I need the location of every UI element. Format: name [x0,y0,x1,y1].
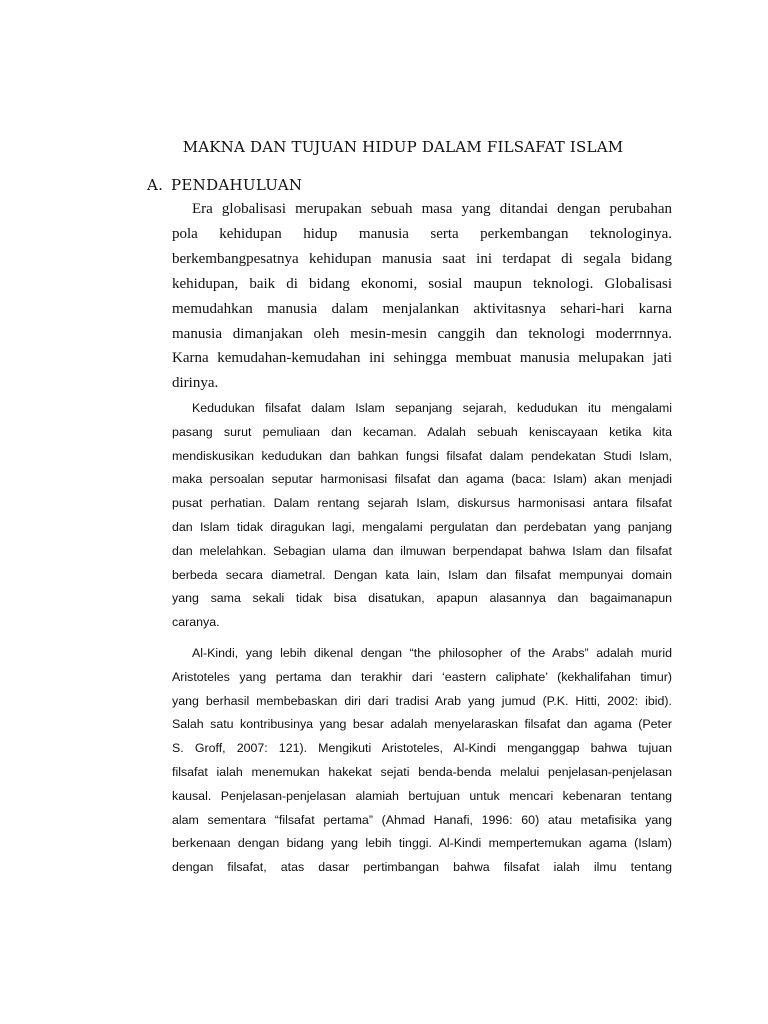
paragraph-line: manusia dimanjakan oleh mesin-mesin canggih dan teknologi moderrnnya. [172,325,672,342]
paragraph-line: S. Groff, 2007: 121). Mengikuti Aristoteles, Al-Kindi menganggap bahwa tujuan [172,741,672,756]
paragraph-line: berkembangpesatnya kehidupan manusia saat ini terdapat di segala bidang [172,250,672,267]
paragraph-line: pola kehidupan hidup manusia serta perkembangan teknologinya. [172,225,672,242]
paragraph-2 [172,397,672,635]
paragraph-line: kausal. Penjelasan-penjelasan alamiah bertujuan untuk mencari kebenaran tentang [172,788,672,803]
paragraph-line: dan Islam tidak diragukan lagi, mengalami pergulatan dan perdebatan yang panjang [172,519,672,534]
paragraph-line: memudahkan manusia dalam menjalankan aktivitasnya sehari-hari karna [172,300,672,317]
paragraph-line: pusat perhatian. Dalam rentang sejarah Islam, diskursus harmonisasi antara filsafat [172,496,672,511]
paragraph-line: yang sama sekali tidak bisa disatukan, apapun alasannya dan bagaimanapun [172,591,672,606]
paragraph-line: dengan filsafat, atas dasar pertimbangan bahwa filsafat ialah ilmu tentang [172,860,672,875]
paragraph-line: Era globalisasi merupakan sebuah masa yang ditandai dengan perubahan [192,201,672,217]
paragraph-line: maka persoalan seputar harmonisasi filsafat dan agama (baca: Islam) akan menjadi [172,472,672,487]
paragraph-3 [172,642,672,880]
section-heading-text: PENDAHULUAN [171,176,303,194]
paragraph-line: caranya. [172,615,220,630]
paragraph-1 [172,197,672,396]
paragraph-line: Aristoteles yang pertama dan terakhir dari ‘eastern caliphate’ (kekhalifahan timur) [172,669,672,684]
paragraph-line: berbeda secara diametral. Dengan kata lain, Islam dan filsafat mempunyai domain [172,567,672,582]
paragraph-line: Kedudukan filsafat dalam Islam sepanjang sejarah, kedudukan itu mengalami [192,401,672,415]
paragraph-line: mendiskusikan kedudukan dan bahkan fungsi filsafat dalam pendekatan Studi Islam, [172,448,672,463]
paragraph-line: pasang surut pemuliaan dan kecaman. Adalah sebuah keniscayaan ketika kita [172,424,672,439]
document-title: MAKNA DAN TUJUAN HIDUP DALAM FILSAFAT ISLAM [182,138,624,156]
paragraph-line: berkenaan dengan bidang yang lebih tinggi. Al-Kindi mempertemukan agama (Islam) [172,836,672,851]
paragraph-line: dan melelahkan. Sebagian ulama dan ilmuwan berpendapat bahwa Islam dan filsafat [172,543,672,558]
paragraph-line: dirinya. [172,375,219,392]
paragraph-line: Al-Kindi, yang lebih dikenal dengan “the philosopher of the Arabs” adalah murid [192,646,672,660]
paragraph-line: kehidupan, baik di bidang ekonomi, sosial maupun teknologi. Globalisasi [172,275,672,292]
paragraph-line: yang berhasil membebaskan diri dari tradisi Arab yang jumud (P.K. Hitti, 2002: ibid). [172,693,672,708]
paragraph-line: alam sementara “filsafat pertama” (Ahmad Hanafi, 1996: 60) atau metafisika yang [172,812,672,827]
section-letter: A. [147,176,164,194]
paragraph-line: Karna kemudahan-kemudahan ini sehingga membuat manusia melupakan jati [172,350,672,367]
paragraph-line: filsafat ialah menemukan hakekat sejati benda-benda melalui penjelasan-penjelasan [172,764,672,779]
paragraph-line: Salah satu kontribusinya yang besar adalah menyelaraskan filsafat dan agama (Peter [172,717,672,732]
section-heading [147,172,302,198]
